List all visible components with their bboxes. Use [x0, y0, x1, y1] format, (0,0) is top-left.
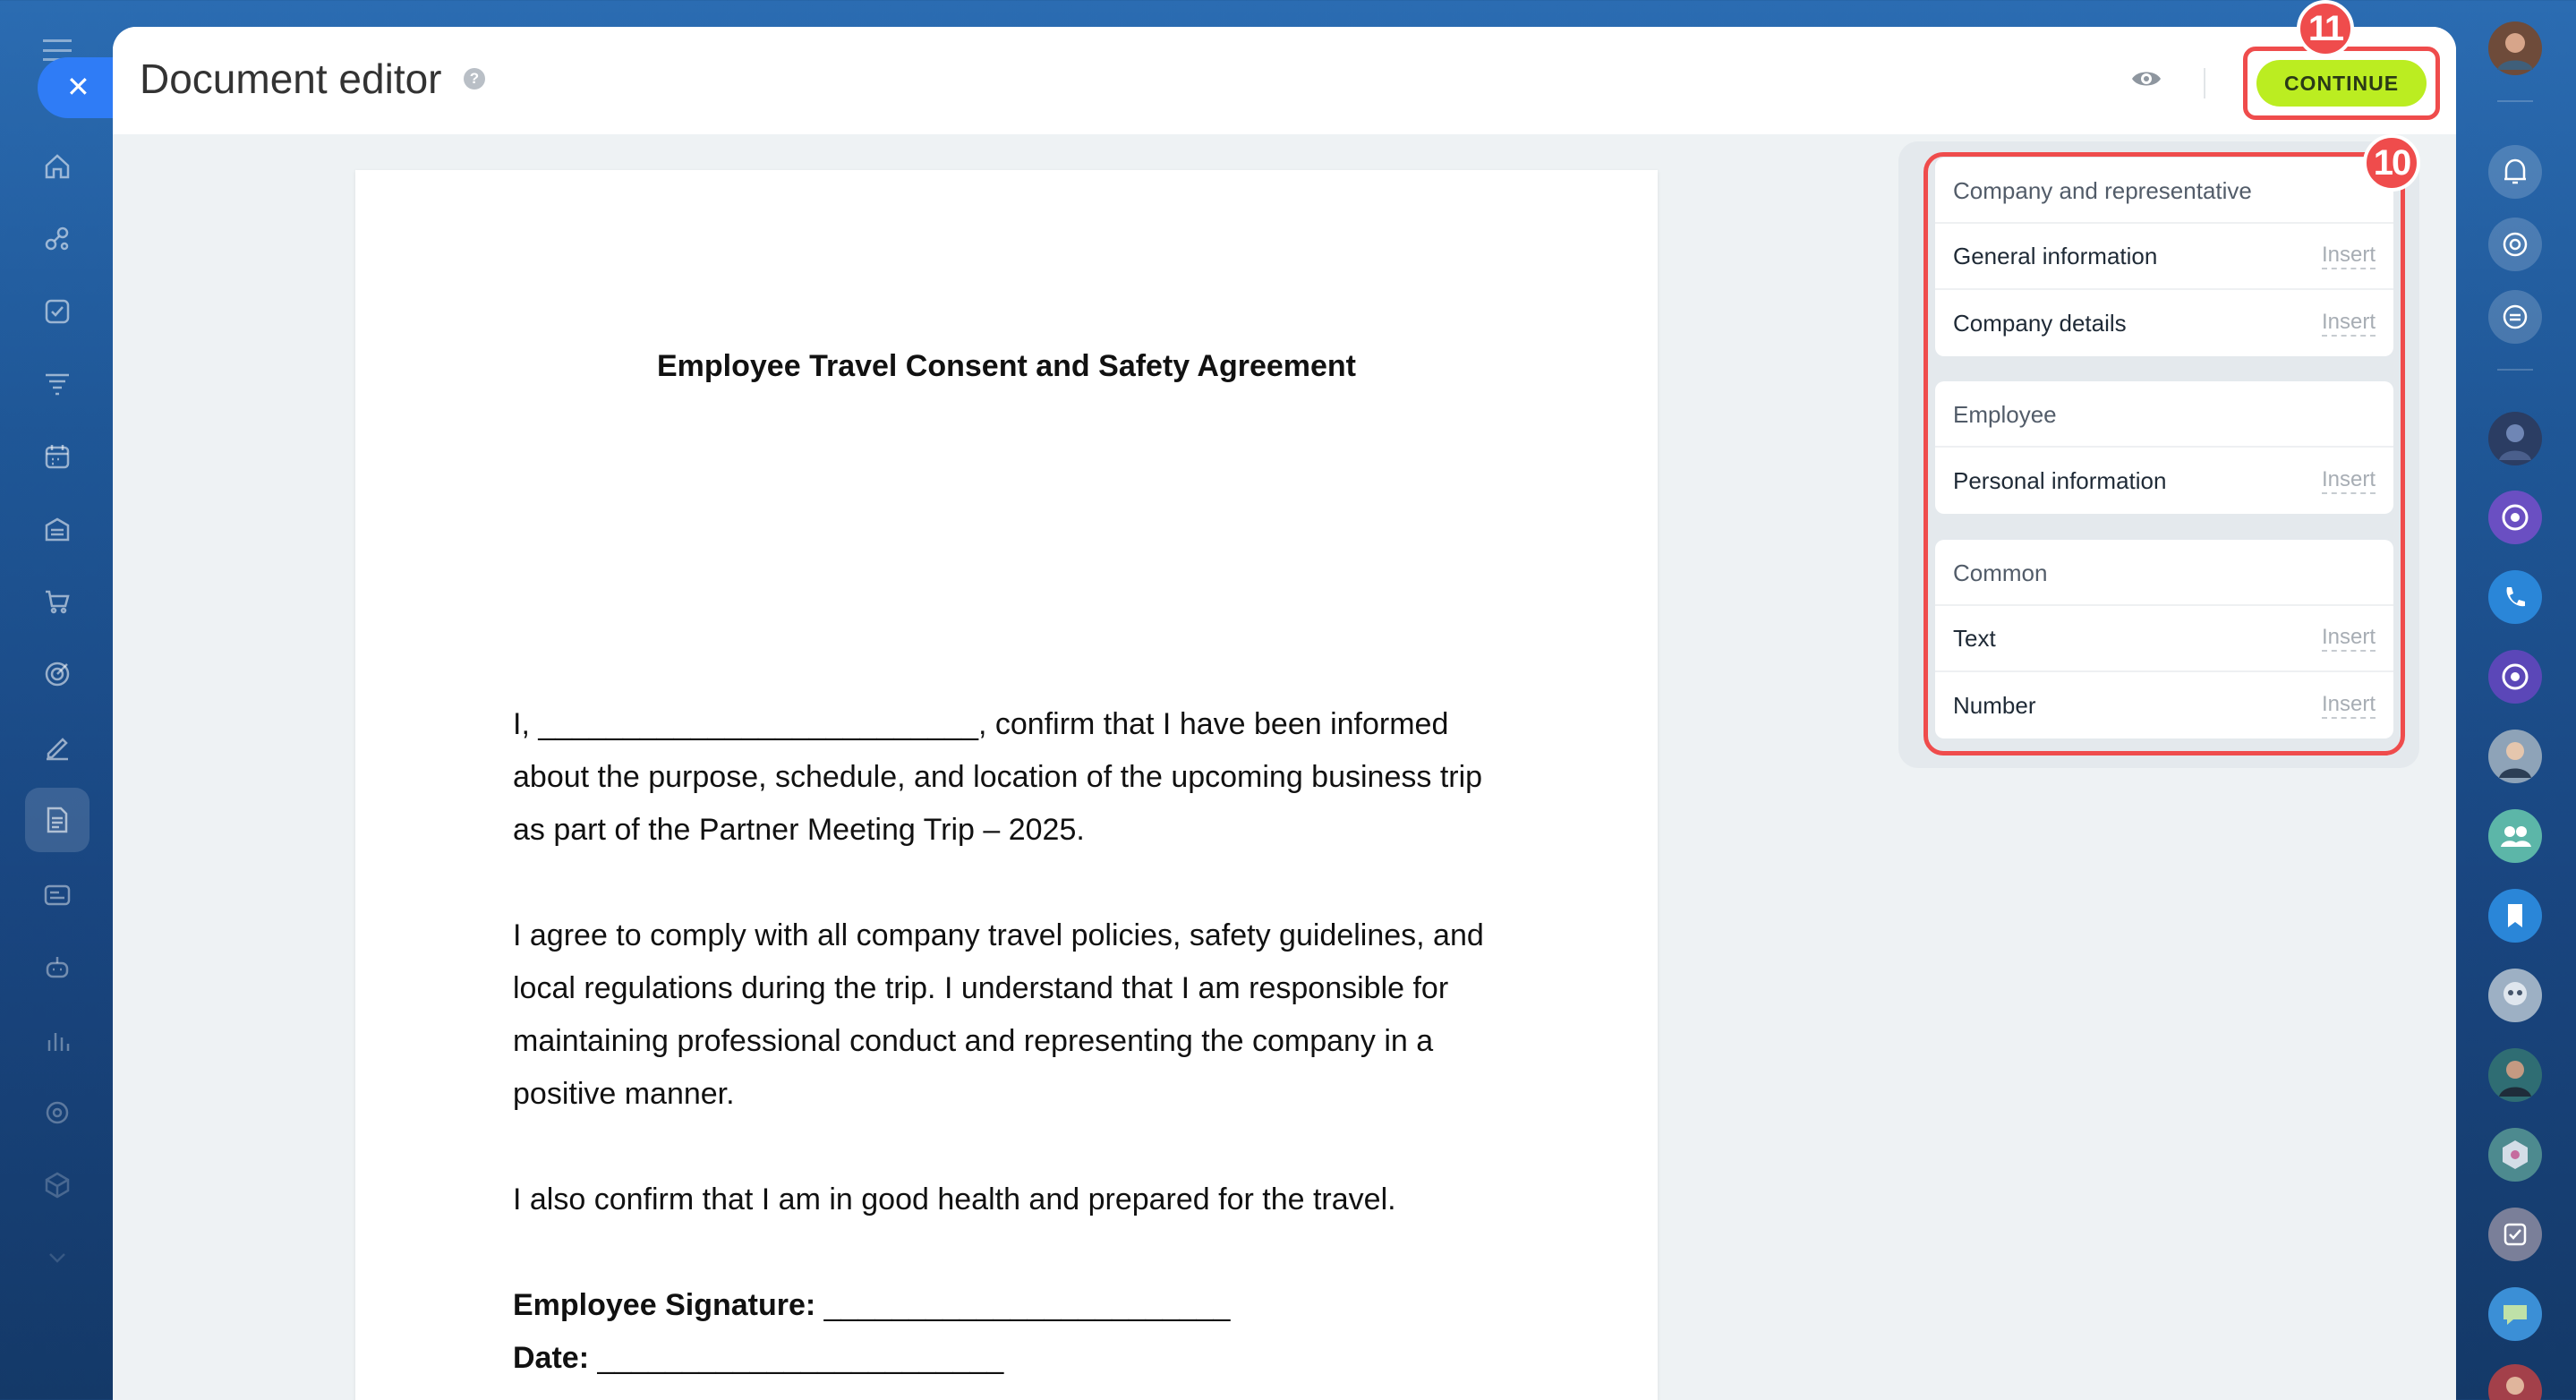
- right-rail: [2456, 0, 2576, 1400]
- header-divider: [2204, 68, 2205, 98]
- insert-link[interactable]: Insert: [2322, 625, 2376, 652]
- continue-button[interactable]: CONTINUE: [2256, 60, 2427, 107]
- copilot-icon[interactable]: [2488, 218, 2542, 271]
- group-title: Company and representative: [1935, 158, 2393, 224]
- calendar-icon[interactable]: [36, 435, 79, 478]
- paragraph-compliance: I agree to comply with all company travel policies, safety guidelines, and local regulations during the trip. I understand that I am responsible for maintaining professional conduct and representing the company in a positive manner.: [513, 918, 1484, 1111]
- page-title: Document editor: [140, 55, 442, 102]
- field-label: Number: [1953, 691, 2036, 719]
- field-label: Personal information: [1953, 466, 2167, 494]
- paragraph-health: I also confirm that I am in good health and prepared for the travel.: [513, 1182, 1396, 1216]
- insert-link[interactable]: Insert: [2322, 310, 2376, 337]
- contact-avatar-6[interactable]: [2488, 1364, 2542, 1400]
- contact-avatar-1[interactable]: [2488, 412, 2542, 465]
- home-icon[interactable]: [36, 145, 79, 188]
- document-title: Employee Travel Consent and Safety Agreement: [657, 349, 1356, 383]
- documents-icon[interactable]: [25, 788, 90, 852]
- insert-link[interactable]: Insert: [2322, 243, 2376, 269]
- step-badge-continue: 11: [2297, 0, 2354, 57]
- target-icon[interactable]: [36, 653, 79, 696]
- signature-line: [513, 1279, 1506, 1332]
- eye-icon[interactable]: [2130, 66, 2162, 96]
- date-line: [513, 1332, 1506, 1385]
- document-page[interactable]: [355, 170, 1658, 1400]
- group-title: Employee: [1935, 381, 2393, 448]
- signature-blank: ________________________: [815, 1288, 1231, 1322]
- inventory-icon[interactable]: [36, 508, 79, 551]
- settings-icon[interactable]: [36, 1091, 79, 1134]
- contact-avatar-3[interactable]: [2488, 969, 2542, 1022]
- phone-icon[interactable]: [2488, 570, 2542, 624]
- paragraph-consent: I, __________________________, confirm that I have been informed about the purpose, schedule, and location of the upcoming business trip as part of the Partner Meeting Trip – 2025.: [513, 707, 1483, 847]
- cart-icon[interactable]: [36, 580, 79, 623]
- continue-highlight: [2243, 47, 2440, 120]
- signature-label: Employee Signature:: [513, 1288, 816, 1322]
- rail-divider: [2497, 369, 2533, 371]
- funnel-icon[interactable]: [36, 363, 79, 405]
- field-label: General information: [1953, 242, 2158, 269]
- rail-divider: [2497, 100, 2533, 102]
- sign-icon[interactable]: [36, 725, 79, 768]
- group-title: Common: [1935, 540, 2393, 606]
- group-chat-icon[interactable]: [2488, 809, 2542, 863]
- tasks-chat-icon[interactable]: [2488, 1208, 2542, 1261]
- insert-link[interactable]: Insert: [2322, 692, 2376, 719]
- channel-icon-1[interactable]: [2488, 491, 2542, 544]
- analytics-icon[interactable]: [36, 1019, 79, 1062]
- robot-icon[interactable]: [36, 946, 79, 989]
- panel-highlight: [1923, 152, 2405, 755]
- channel-icon-2[interactable]: [2488, 650, 2542, 704]
- field-label: Company details: [1953, 309, 2127, 337]
- document-body[interactable]: [513, 698, 1506, 1385]
- contact-avatar-4[interactable]: [2488, 1048, 2542, 1102]
- notifications-icon[interactable]: [2488, 145, 2542, 199]
- question-icon[interactable]: ?: [464, 68, 485, 90]
- contact-avatar-5[interactable]: [2488, 1128, 2542, 1182]
- close-icon: ✕: [66, 70, 90, 104]
- editor-header: [113, 27, 2456, 134]
- bookmark-icon[interactable]: [2488, 889, 2542, 943]
- step-badge-panel: 10: [2363, 134, 2420, 192]
- market-icon[interactable]: [36, 1164, 79, 1207]
- left-sidebar: [0, 0, 113, 1400]
- more-icon[interactable]: [36, 1236, 79, 1279]
- field-label: Text: [1953, 624, 1996, 652]
- user-avatar[interactable]: [2488, 21, 2542, 75]
- editor-window: [113, 27, 2456, 1400]
- insert-link[interactable]: Insert: [2322, 467, 2376, 494]
- contact-avatar-2[interactable]: [2488, 730, 2542, 783]
- date-blank: ________________________: [589, 1341, 1004, 1375]
- sync-icon[interactable]: [2488, 290, 2542, 344]
- tasks-icon[interactable]: [36, 290, 79, 333]
- date-label: Date:: [513, 1341, 590, 1375]
- general-chat-icon[interactable]: [2488, 1287, 2542, 1341]
- close-editor-button[interactable]: [38, 57, 116, 118]
- crm-icon[interactable]: [36, 218, 79, 260]
- contact-center-icon[interactable]: [36, 874, 79, 917]
